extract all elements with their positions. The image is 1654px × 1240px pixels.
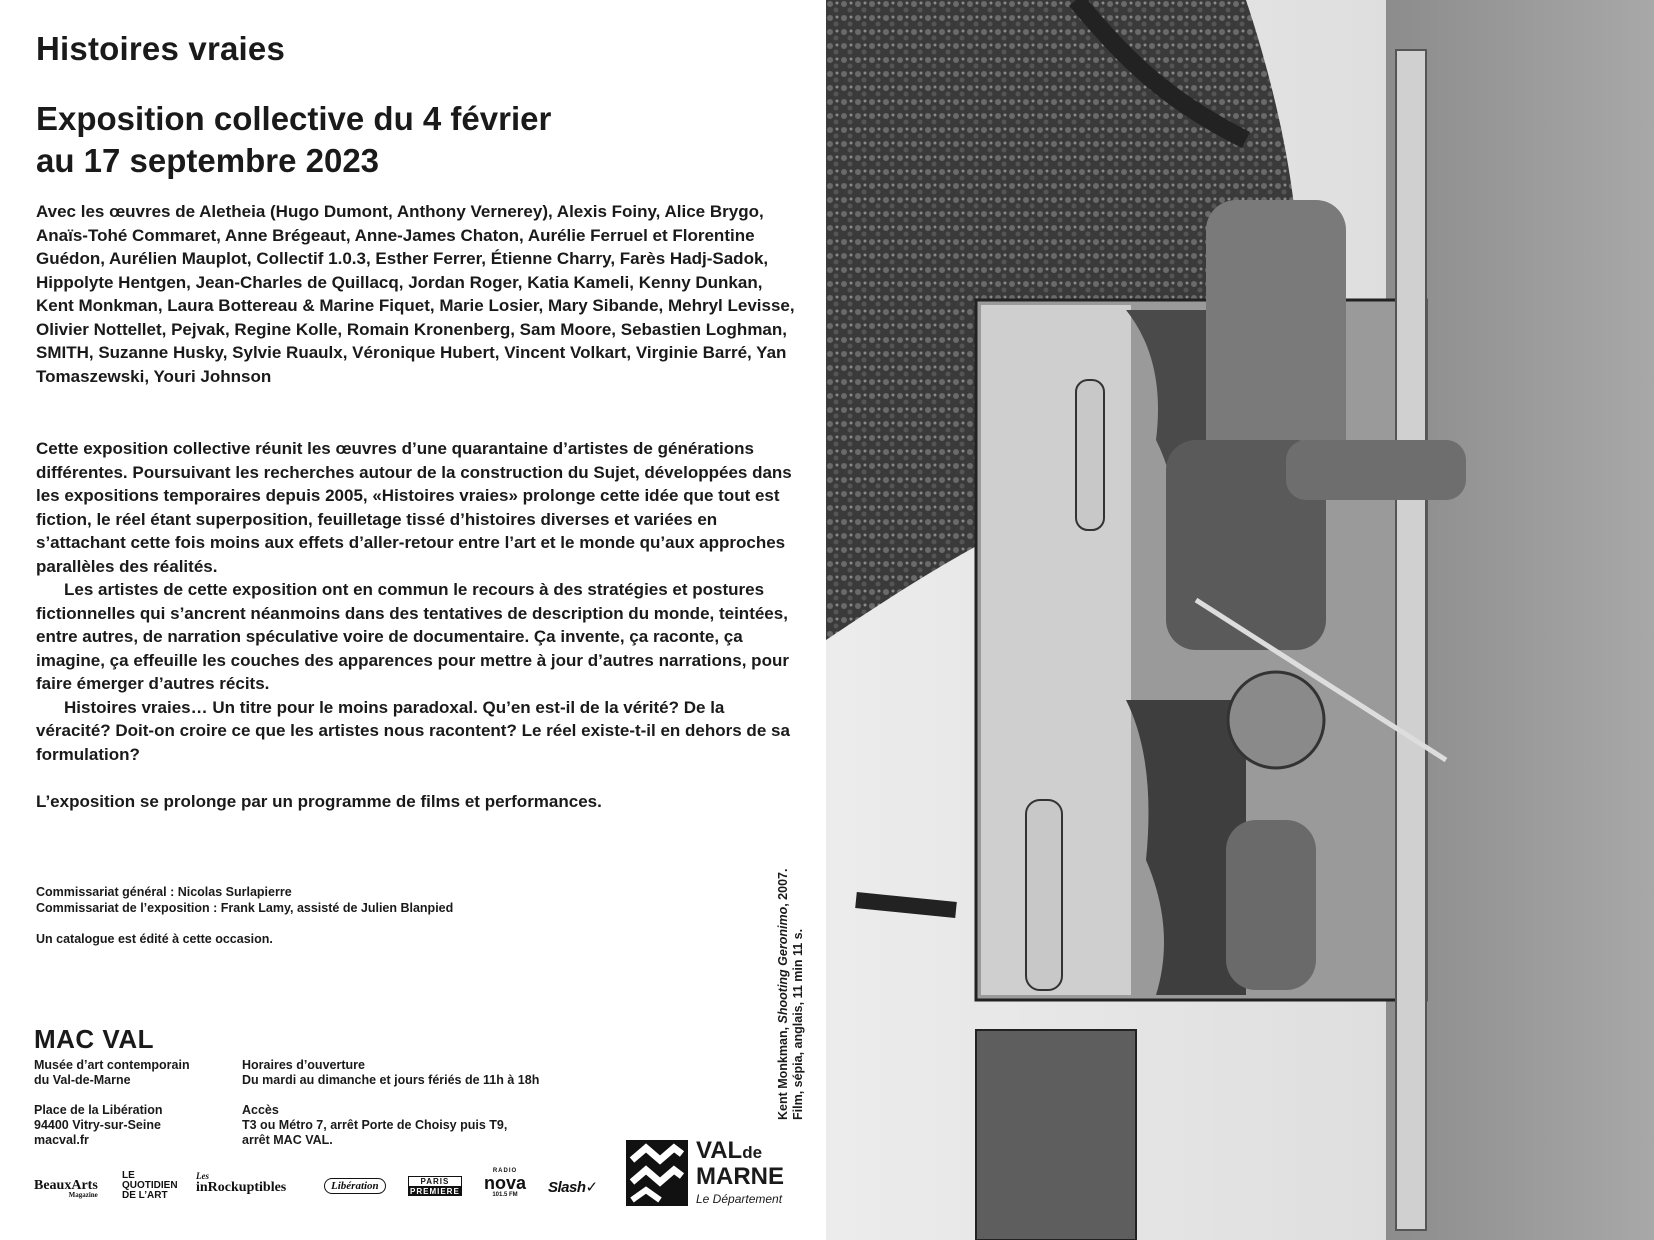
museum-description <box>34 1058 190 1088</box>
vdm-val: VAL <box>696 1137 743 1164</box>
exhibition-dates <box>36 98 551 182</box>
artwork-photo <box>826 0 1654 1240</box>
paragraph-4: L’exposition se prolonge par un programme de films et performances. <box>36 791 602 811</box>
address-line-1: Place de la Libération <box>34 1103 163 1117</box>
beauxarts-logo: BeauxArts Magazine <box>34 1178 98 1199</box>
dates-line-1: Exposition collective du 4 février <box>36 100 552 137</box>
exhibition-description <box>36 437 796 813</box>
museum-access <box>242 1103 507 1148</box>
opening-hours <box>242 1058 539 1088</box>
val-de-marne-logo <box>626 1138 796 1208</box>
paris-premiere-logo: PARIS PREMIERE <box>410 1177 460 1196</box>
general-curator: Commissariat général : Nicolas Surlapierre <box>36 885 292 899</box>
museum-address <box>34 1103 163 1148</box>
nova-logo: RADIO nova 101.5 FM <box>484 1168 527 1198</box>
address-line-2: 94400 Vitry-sur-Seine <box>34 1118 161 1132</box>
curator-credits <box>36 884 453 916</box>
artists-list: Avec les œuvres de Aletheia (Hugo Dumont, Anthony Vernerey), Alexis Foiny, Alice Brygo, Anaïs-Tohé Commaret, Anne Brégeaut, Anne-James Chaton, Aurélie Ferruel et Florentine Guédon, Aurélien Mauplot, Collectif 1.0.3, Esther Ferrer, Étienne Charry, Farès Hadj-Sadok, Hippolyte Hentgen, Jean-Charles de Quillacq, Jordan Roger, Katia Kameli, Kenny Dunkan, Kent Monkman, Laura Bottereau & Marine Fiquet, Marie Losier, Mary Sibande, Mehryl Levisse, Olivier Nottellet, Pejvak, Regine Kolle, Romain Kronenberg, Sam Moore, Sebastien Loghman, SMITH, Suzanne Husky, Sylvie Ruaulx, Véronique Hubert, Vincent Volkart, Virginie Barré, Yan Tomaszewski, Youri Johnson <box>36 202 795 386</box>
access-title: Accès <box>242 1103 279 1117</box>
sponsor-logos <box>34 1166 614 1206</box>
access-line-2: arrêt MAC VAL. <box>242 1133 333 1147</box>
exhibition-title: Histoires vraies <box>36 30 286 67</box>
museum-desc-line-2: du Val-de-Marne <box>34 1073 131 1087</box>
slash-logo: Slash✓ <box>548 1179 598 1196</box>
vdm-marne: MARNE <box>696 1163 784 1190</box>
photo-caption <box>776 820 804 1120</box>
vdm-departement: Le Département <box>696 1192 783 1206</box>
hours-text: Du mardi au dimanche et jours fériés de 11h à 18h <box>242 1073 540 1087</box>
caption-line-2: Film, sépia, anglais, 11 min 11 s. <box>791 928 805 1120</box>
inrockuptibles-logo: Les inRockuptibles <box>196 1171 287 1195</box>
museum-name: MAC VAL <box>34 1024 155 1054</box>
shooting-geronimo-photo-image <box>826 0 1654 1240</box>
dates-line-2: au 17 septembre 2023 <box>36 142 380 179</box>
paragraph-2: Les artistes de cette exposition ont en commun le recours à des stratégies et postures fictionnelles qui s’ancrent néanmoins dans des tentatives de description du monde, teintées, entre autres, de narration spéculative voire de documentaire. Ça invente, ça raconte, ça imagine, ça effeuille les couches des apparences pour mettre à jour d’autres narrations, pour faire émerger d’autres récits. <box>36 580 789 693</box>
museum-website[interactable]: macval.fr <box>34 1133 89 1147</box>
museum-desc-line-1: Musée d’art contemporain <box>34 1058 190 1072</box>
text-column <box>0 0 826 1240</box>
hours-title: Horaires d’ouverture <box>242 1058 365 1072</box>
catalogue-note: Un catalogue est édité à cette occasion. <box>36 932 273 946</box>
val-de-marne-emblem-icon <box>626 1140 688 1206</box>
paragraph-3: Histoires vraies… Un titre pour le moins paradoxal. Qu’en est-il de la vérité? De la véracité? Doit-on croire ce que les artistes nous racontent? Le réel existe-t-il en dehors de sa formulation? <box>36 697 790 764</box>
caption-line-1: Kent Monkman, Shooting Geronimo, 2007. <box>776 868 790 1120</box>
quotidien-de-lart-logo: LE QUOTIDIEN DE L’ART <box>122 1170 178 1201</box>
exhibition-curator: Commissariat de l’exposition : Frank Lamy, assisté de Julien Blanpied <box>36 901 454 915</box>
liberation-logo: Libération <box>324 1178 386 1194</box>
access-line-1: T3 ou Métro 7, arrêt Porte de Choisy puis T9, <box>242 1118 508 1132</box>
paragraph-1: Cette exposition collective réunit les œuvres d’une quarantaine d’artistes de générations différentes. Poursuivant les recherches autour de la construction du Sujet, développées dans les expositions temporaires depuis 2005, «Histoires vraies» prolonge cette idée que tout est fiction, le réel étant superposition, feuilletage tissé d’histoires diverses et variées en s’attachant cette fois moins aux effets d’aller-retour entre l’art et le monde qu’aux approches parallèles des réalités. <box>36 439 792 576</box>
vdm-de: de <box>742 1143 763 1162</box>
